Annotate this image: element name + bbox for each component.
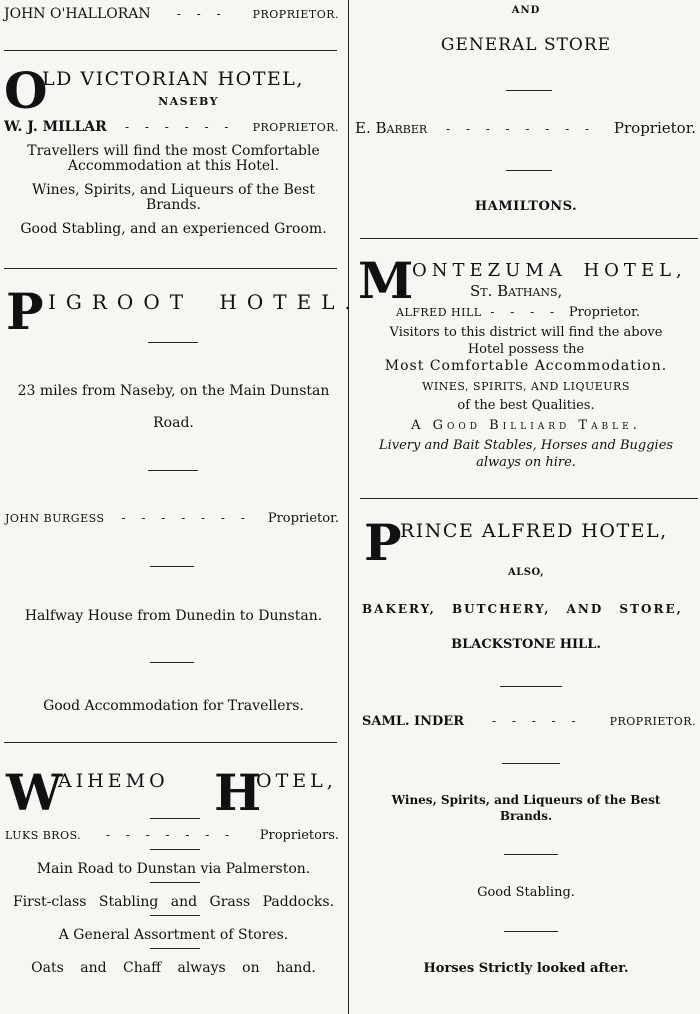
proprietor-line — [5, 512, 339, 525]
ad-text-2: Wines, Spirits, and Liqueurs of the Best — [391, 793, 661, 807]
section-rule — [360, 238, 698, 239]
ad-text-5: Horses Strictly looked after. — [423, 961, 629, 976]
hotel-title: IGROOT HOTEL. — [48, 290, 361, 314]
short-rule — [150, 818, 200, 819]
ad-text-2 — [0, 183, 347, 213]
store-title: GENERAL STORE — [440, 35, 612, 55]
proprietor-name: E. Barber — [355, 119, 428, 137]
text-line: Brands. — [146, 197, 201, 213]
proprietor-role: PROPRIETOR. — [252, 121, 339, 134]
also-word: ALSO, — [507, 567, 545, 578]
proprietor-line — [362, 715, 696, 728]
ad-text-4: Good Accommodation for Travellers. — [43, 698, 304, 714]
proprietor-role: PROPRIETOR. — [609, 715, 696, 728]
ad-text-1 — [0, 144, 347, 174]
short-rule — [502, 763, 560, 764]
proprietor-name: JOHN O'HALLORAN — [4, 6, 151, 22]
proprietor-line — [396, 306, 640, 319]
proprietor-role: Proprietor. — [568, 305, 640, 320]
ad-text-1: 23 miles from Naseby, on the Main Dunstan — [17, 383, 330, 399]
proprietor-name: LUKS BROS. — [5, 829, 82, 842]
ad-text-3: A General Assortment of Stores. — [58, 927, 289, 943]
ad-text-3: Brands. — [499, 809, 553, 823]
short-rule — [150, 566, 194, 567]
text-line: Accommodation at this Hotel. — [67, 158, 280, 174]
ad-text-3: Good Stabling, and an experienced Groom. — [20, 221, 327, 237]
proprietor-line — [355, 121, 696, 136]
hotel-location: NASEBY — [158, 95, 219, 108]
drop-cap-2: H — [214, 763, 262, 822]
short-rule — [504, 854, 558, 855]
proprietor-name: ALFRED HILL — [396, 306, 482, 319]
leader-dots: - - - - — [490, 306, 561, 318]
hotel-location: BLACKSTONE HILL. — [451, 637, 601, 652]
ad-text-3: Most Comfortable Accommodation. — [384, 358, 668, 374]
leader-dots: - - - - - - — [125, 121, 235, 133]
hotel-title: LD VICTORIAN HOTEL, — [42, 68, 304, 90]
hotel-title: ONTEZUMA HOTEL, — [412, 260, 687, 281]
short-rule — [506, 90, 552, 91]
section-rule — [4, 742, 337, 743]
hotel-location: St. Bathans, — [470, 282, 563, 300]
section-rule — [4, 50, 337, 51]
proprietor-role: Proprietor. — [613, 119, 696, 137]
ad-text-1: Visitors to this district will find the above — [389, 325, 663, 340]
proprietor-name: JOHN BURGESS — [5, 512, 105, 525]
drop-cap: M — [358, 251, 414, 310]
ad-text-5: of the best Qualities. — [457, 398, 595, 413]
short-rule — [150, 882, 200, 883]
ad-text-4: Good Stabling. — [477, 885, 575, 900]
ohalloran-proprietor-line — [4, 7, 339, 21]
proprietor-role: Proprietor. — [267, 511, 339, 526]
ad-text-2: Road. — [153, 415, 194, 431]
short-rule — [148, 342, 198, 343]
ad-text-4: Oats and Chaff always on hand. — [31, 960, 316, 976]
text-line: Travellers will find the most Comfortable — [27, 143, 320, 159]
and-word: AND — [511, 5, 541, 16]
ad-text-8: always on hire. — [476, 455, 576, 470]
hotel-title-part1: AIHEMO — [58, 770, 169, 792]
store-location: HAMILTONS. — [474, 199, 578, 214]
proprietor-line — [5, 829, 339, 842]
leader-dots: - - - - - - - - — [445, 123, 596, 135]
short-rule — [150, 849, 200, 850]
ad-text-2: Hotel possess the — [467, 342, 585, 357]
drop-cap: P — [6, 282, 44, 341]
ad-text-3: Halfway House from Dunedin to Dunstan. — [24, 608, 323, 624]
ad-text-2: First-class Stabling and Grass Paddocks. — [12, 894, 335, 910]
proprietor-role: PROPRIETOR. — [252, 8, 339, 21]
short-rule — [150, 662, 194, 663]
ad-text-7: Livery and Bait Stables, Horses and Buggies — [378, 438, 674, 453]
short-rule — [148, 470, 198, 471]
short-rule — [506, 170, 552, 171]
short-rule — [500, 686, 562, 687]
drop-cap: W — [6, 763, 63, 822]
text-line: Wines, Spirits, and Liqueurs of the Best — [32, 182, 315, 198]
proprietor-name: SAML. INDER — [362, 714, 465, 729]
short-rule — [504, 931, 558, 932]
leader-dots: - - - - - - - — [121, 512, 251, 524]
leader-dots: - - - - - - - — [105, 829, 236, 841]
proprietor-role: Proprietors. — [259, 828, 339, 843]
hotel-title: RINCE ALFRED HOTEL, — [400, 520, 668, 542]
ad-text-4: WINES, SPIRITS, AND LIQUEURS — [422, 380, 630, 393]
leader-dots: - - - — [176, 8, 227, 20]
section-rule — [360, 498, 698, 499]
ad-text-1: Main Road to Dunstan via Palmerston. — [36, 861, 311, 877]
column-divider — [348, 0, 349, 1014]
leader-dots: - - - - - — [492, 715, 582, 727]
section-rule — [4, 268, 337, 269]
hotel-title-part2: OTEL, — [256, 770, 337, 792]
short-rule — [150, 948, 200, 949]
ad-text-1: BAKERY, BUTCHERY, AND STORE, — [362, 602, 683, 616]
proprietor-line — [4, 120, 339, 134]
drop-cap: P — [364, 513, 402, 572]
right-column — [352, 0, 700, 1014]
short-rule — [150, 915, 200, 916]
drop-cap: O — [4, 61, 48, 120]
ad-text-6: A Good Billiard Table. — [411, 418, 641, 433]
proprietor-name: W. J. MILLAR — [4, 119, 107, 135]
